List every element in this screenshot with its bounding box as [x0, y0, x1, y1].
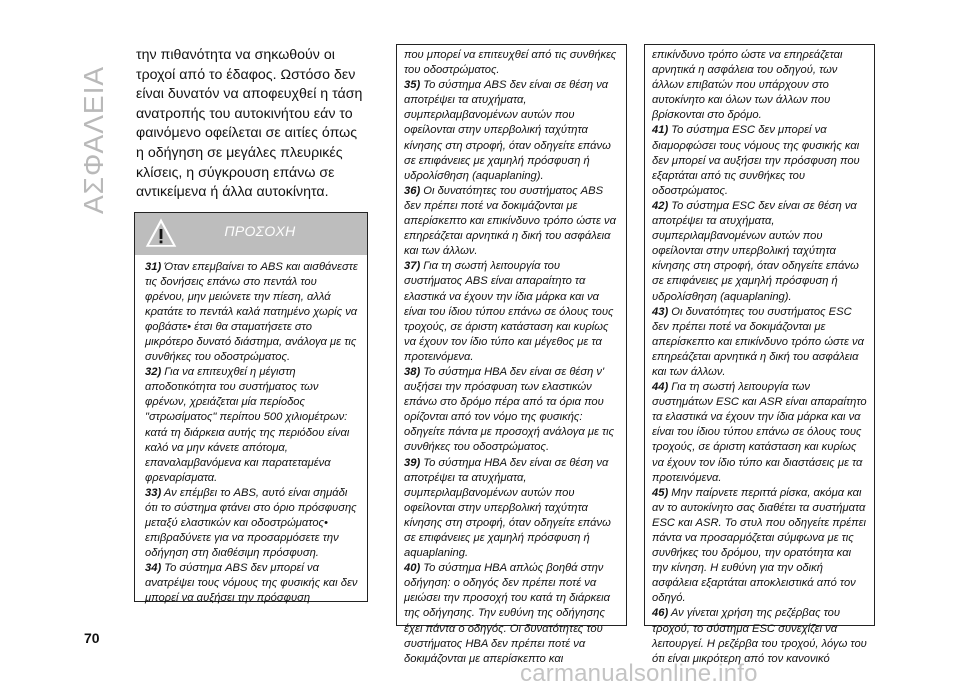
- right-warning-column: [644, 44, 875, 665]
- note-33: 33) Αν επέμβει το ABS, αυτό είναι σημάδι ότι το σύστημα φτάνει στο όριο πρόσφυσης μεταξύ ελαστικών και οδοστρώματος• επιβραδύνετε για να προσαρμόσετε την οδήγηση στη διαθέσιμη πρόσφυση.: [145, 486, 357, 559]
- note-35: 35) Το σύστημα ABS δεν είναι σε θέση να αποτρέψει τα ατυχήματα, συμπεριλαμβανομένων αυτών που οφείλονται στην υπερβολική ταχύτητα κίνησης στη στροφή, όταν οδηγείτε επάνω σε επιφάνειες με χαμηλή πρόσφυση ή υδρολίσθηση (aquaplaning).: [404, 79, 611, 182]
- section-side-title: ΑΣΦΑΛΕΙΑ: [78, 65, 109, 214]
- middle-warning-column: [396, 44, 627, 665]
- page-number: 70: [84, 630, 100, 646]
- note-40: 40) Το σύστημα HBA απλώς βοηθά στην οδήγηση: ο οδηγός δεν πρέπει ποτέ να μειώσει την προσοχή του κατά τη διάρκεια της οδήγησης. Την ευθύνη της οδήγησης έχει πάντα ο οδηγός. Οι δυνατότητες του συστήματος HBA δεν πρέπει ποτέ να δοκιμάζονται με απερίσκεπτο και: [404, 562, 611, 665]
- intro-paragraph: [136, 46, 368, 203]
- note-43: 43) Οι δυνατότητες του συστήματος ESC δεν πρέπει ποτέ να δοκιμάζονται με απερίσκεπτο και επικίνδυνο τρόπο ώστε να επηρεάζεται αρνητικά η δική του ασφάλεια και των άλλων.: [652, 305, 864, 378]
- warning-title: ΠΡΟΣΟΧΗ: [224, 223, 296, 239]
- watermark: carmanualsonline.info: [520, 660, 758, 687]
- note-45: 45) Μην παίρνετε περιττά ρίσκα, ακόμα και αν το αυτοκίνητο σας διαθέτει τα συστήματα ESC και ASR. Το στυλ που οδηγείτε πρέπει πάντα να προσαρμόζεται σύμφωνα με τις συνθήκες του δρόμου, την ορατότητα και την κίνηση. Η ευθύνη για την οδική ασφάλεια εξαρτάται αποκλειστικά από τον οδηγό.: [652, 486, 866, 605]
- warning-header: [135, 213, 367, 255]
- note-34: 34) Το σύστημα ABS δεν μπορεί να ανατρέψει τους νόμους της φυσικής και δεν μπορεί να αυξήσει την πρόσφυση: [145, 561, 358, 605]
- note-42: 42) Το σύστημα ESC δεν είναι σε θέση να αποτρέψει τα ατυχήματα, συμπεριλαμβανομένων αυτών που οφείλονται στην υπερβολική ταχύτητα κίνησης στη στροφή, όταν οδηγείτε επάνω σε επιφάνειες με χαμηλή πρόσφυση ή υδρολίσθηση (aquaplaning).: [652, 199, 859, 303]
- note-39: 39) Το σύστημα HBA δεν είναι σε θέση να αποτρέψει τα ατυχήματα, συμπεριλαμβανομένων αυτών που οφείλονται στην υπερβολική ταχύτητα κίνησης στη στροφή, όταν οδηγείτε επάνω σε επιφάνειες με χαμηλή πρόσφυση ή aquaplaning.: [404, 456, 611, 560]
- note-36: 36) Οι δυνατότητες του συστήματος ABS δεν πρέπει ποτέ να δοκιμάζονται με απερίσκεπτο και επικίνδυνο τρόπο ώστε να επηρεάζεται αρνητικά η δική του ασφάλεια και των άλλων.: [404, 184, 616, 258]
- intro-text: την πιθανότητα να σηκωθούν οι τροχοί από το έδαφος. Ωστόσο δεν είναι δυνατόν να αποφευχθεί η τάση ανατροπής του αυτοκινήτου εάν το φαινόμενο οφείλεται σε αιτίες όπως η οδήγηση σε μεγάλες πλευρικές κλίσεις, η σύγκρουση επάνω σε αντικείμενα ή άλλα αυτοκίνητα.: [136, 47, 363, 201]
- warning-box: [134, 212, 368, 605]
- note-38: 38) Το σύστημα HBA δεν είναι σε θέση ν' αυξήσει την πρόσφυση των ελαστικών επάνω στο δρόμο πέρα από τα όρια που ορίζονται από τον νόμο της φυσικής: οδηγείτε πάντα με προσοχή ανάλογα με τις συνθήκες του οδοστρώματος.: [404, 365, 615, 454]
- note-32: 32) Για να επιτευχθεί η μέγιστη αποδοτικότητα του συστήματος των φρένων, χρειάζεται μία περίοδος "στρωσίματος" περίπου 500 χιλιομέτρων: κατά τη διάρκεια αυτής της περιόδου είναι καλό να μην κάνετε απότομα, επαναλαμβανόμενα και παρατεταμένα φρεναρίσματα.: [145, 366, 350, 484]
- middle-lead-text: που μπορεί να επιτευχθεί από τις συνθήκες του οδοστρώματος.: [404, 49, 617, 77]
- note-46: 46) Αν γίνεται χρήση της ρεζέρβας του τροχού, το σύστημα ESC συνεχίζει να λειτουργεί. Η ρεζέρβα του τροχού, λόγω του ότι είναι μικρότερη από τον κανονικό: [652, 607, 867, 665]
- note-37: 37) Για τη σωστή λειτουργία του συστήματος ABS είναι απαραίτητο τα ελαστικά να έχουν την ίδια μάρκα και να είναι του ίδιου τύπου επάνω σε όλους τους τροχούς, σε άριστη κατάσταση και κυρίως να έχουν τον ίδιο τύπο και μέγεθος με τα προτεινόμενα.: [404, 260, 614, 363]
- note-31: 31) Όταν επεμβαίνει το ABS και αισθάνεστε τις δονήσεις επάνω στο πεντάλ του φρένου, μην μειώνετε την πίεση, αλλά κρατάτε το πεντάλ καλά πατημένο χωρίς να φοβάστε• έτσι θα σταματήσετε στο μικρότερο δυνατό διάστημα, ανάλογα με τις συνθήκες του οδοστρώματος.: [145, 261, 358, 364]
- note-44: 44) Για τη σωστή λειτουργία των συστημάτων ESC και ASR είναι απαραίτητο τα ελαστικά να έχουν την ίδια μάρκα και να είναι του ίδιου τύπου επάνω σε όλους τους τροχούς, σε άριστη κατάσταση και κυρίως να έχουν τον ίδιο τύπο και διαστάσεις με τα προτεινόμενα.: [652, 381, 867, 484]
- warning-notes: [145, 260, 359, 606]
- right-lead-text: επικίνδυνο τρόπο ώστε να επηρεάζεται αρνητικά η ασφάλεια του οδηγού, των άλλων επιβατών που υπάρχουν στο αυτοκίνητο και όλων των άλλων που βρίσκονται στο δρόμο.: [652, 49, 843, 122]
- note-41: 41) Το σύστημα ESC δεν μπορεί να διαμορφώσει τους νόμους της φυσικής και δεν μπορεί να αυξήσει την πρόσφυση που εξαρτάται από τις συνθήκες του οδοστρώματος.: [652, 124, 860, 197]
